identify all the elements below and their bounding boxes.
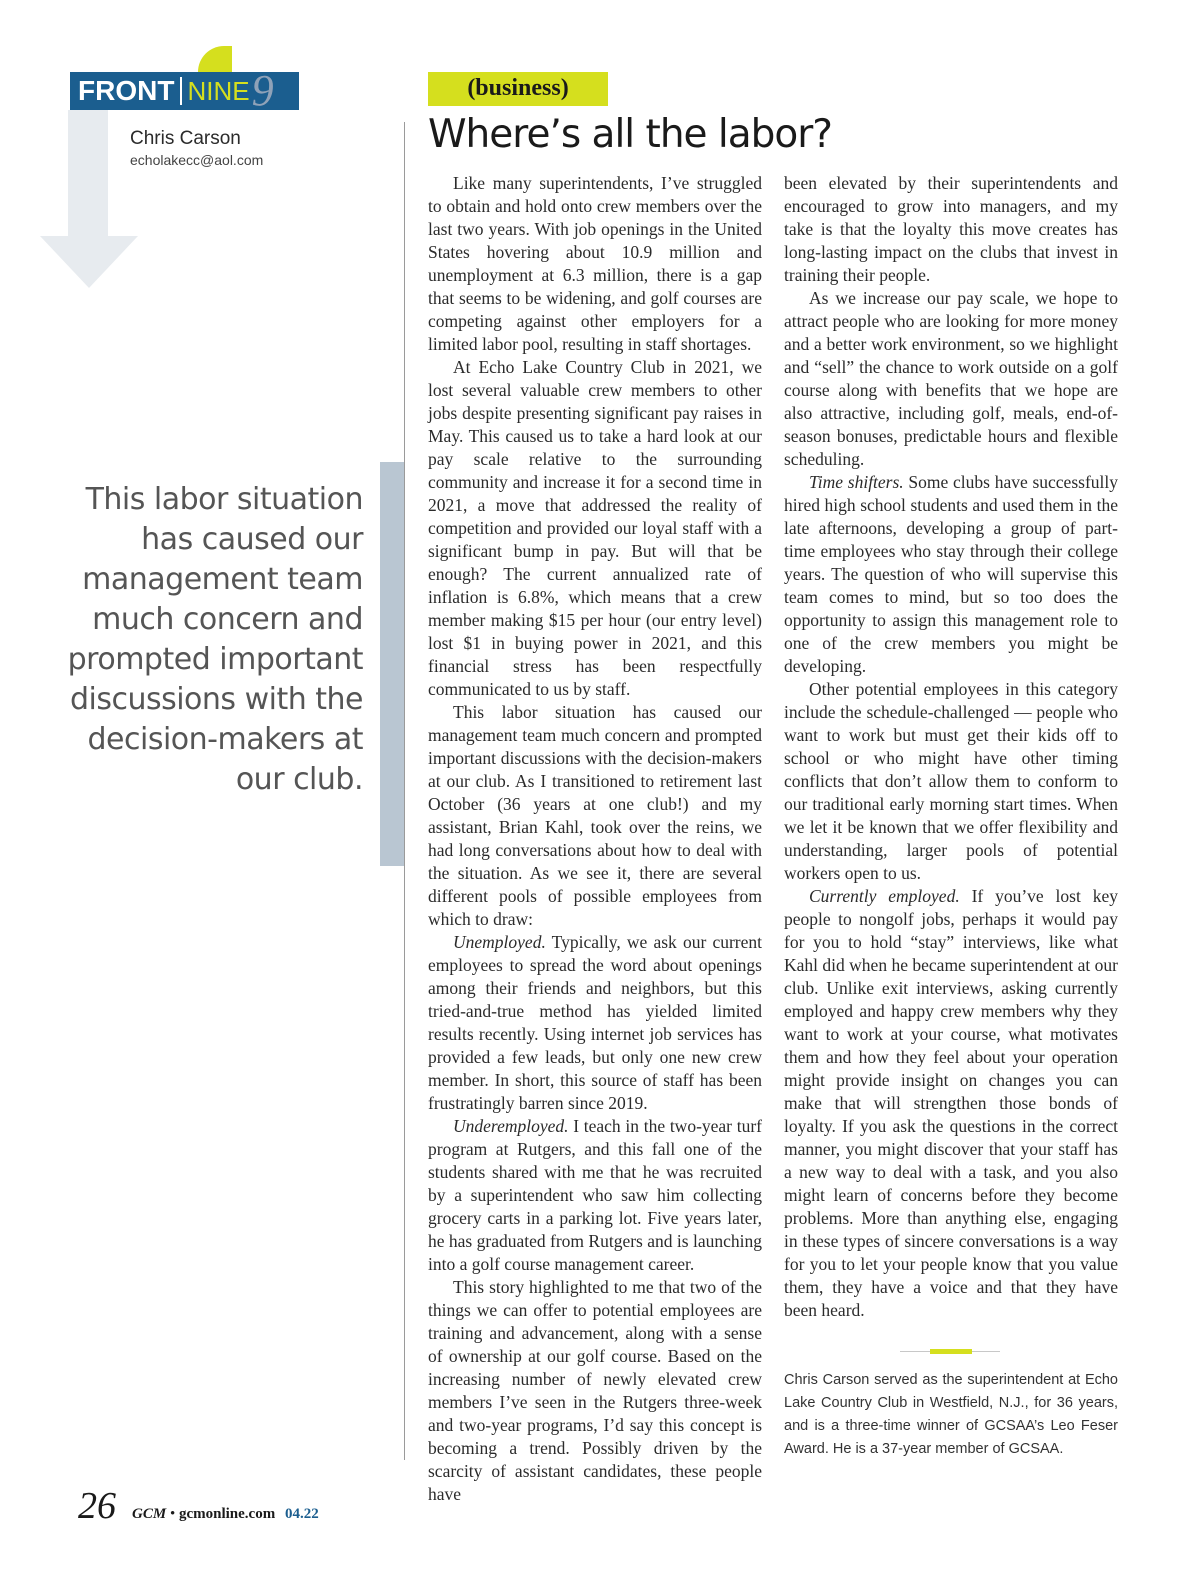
paragraph [784,287,1118,471]
paragraph-text: This labor situation has caused our management team much concern and prompted important discussions with the decision-makers at our club. As I transitioned to retirement last October (36 years at one club!) and my assistant, Brian Kahl, took over the reins, we had long conversations about how to deal with the situation. As we see it, there are several different pools of possible employees from which to draw: [428,702,762,929]
issue-date: 04.22 [284,1506,319,1522]
article-title: Where’s all the labor? [428,112,833,157]
author-name: Chris Carson [130,128,241,149]
pull-quote-bar [380,462,404,866]
logo-accent-tab [198,46,232,72]
logo-separator [180,77,182,105]
paragraph-text: I teach in the two-year turf program at Rutgers, and this fall one of the students shared with me that he was recruited by a superintendent who saw him collecting grocery carts in a parking lot. Five years later, he has graduated from Rutgers and is launching into a golf course management career. [428,1116,762,1274]
paragraph [784,678,1118,885]
paragraph-text: Other potential employees in this category include the schedule-challenged — people who want to work but must get their kids off to school or who might have other timing conflicts that don’t allow them to conform to our traditional early morning start times. When we let it be known that we offer flexibility and understanding, larger pools of potential workers open to us. [784,679,1118,883]
paragraph [784,172,1118,287]
website-link[interactable]: gcmonline.com [178,1506,276,1522]
down-arrow-icon [40,236,138,288]
paragraph [428,1276,762,1506]
down-arrow-shaft [68,110,108,236]
author-bio: Chris Carson served as the superintendent at Echo Lake Country Club in Westfield, N.J., for 36 years, and is a three-time winner of GCSAA’s Leo Feser Award. He is a 37-year member of GCSAA. [784,1372,1118,1457]
paragraph-text: Like many superintendents, I’ve struggled to obtain and hold onto crew members over the last two years. With job openings in the United States hovering about 10.9 million and unemployment at 6.3 million, there is a gap that seems to be widening, and golf courses are competing against other employers for a limited labor pool, resulting in staff shortages. [428,173,762,354]
paragraph-lead: Currently employed. [809,886,960,906]
logo-nine-text: NINE [187,75,250,106]
publication-name: GCM [132,1506,167,1522]
article-column-1 [428,172,762,1506]
logo-front-text: FRONT [78,75,175,106]
bullet-separator: • [169,1506,176,1522]
section-tag: (business) [428,72,608,106]
paragraph [428,701,762,931]
front-nine-logo [70,66,299,115]
paragraph [428,172,762,356]
paragraph-text: Some clubs have successfully hired high school students and used them in the late afternoons, developing a group of part-time employees who stay through their college years. The question of who will supervise this team comes to mind, but so too does the opportunity to assign this management role to one of the crew members you might be developing. [784,472,1118,676]
paragraph [428,1115,762,1276]
page-footer [78,1484,319,1528]
paragraph-text: If you’ve lost key people to nongolf jobs, perhaps it would pay for you to hold “stay” interviews, like what Kahl did when he became superintendent at our club. Unlike exit interviews, asking currently employed and happy crew members why they want to work at your course, what motivates them and how they feel about your operation might provide insight on changes you can make that will strengthen those bonds of loyalty. If you ask the questions in the correct manner, you might discover that your staff has a new way to deal with a task, and you also might learn of concerns before they become problems. More than anything else, engaging in these types of sincere conversations is a way for you to let your people know that you value them, they have a voice and that they have been heard. [784,886,1118,1320]
paragraph-text: been elevated by their superintendents and encouraged to grow into managers, and my take is that the loyalty this move creates has long-lasting impact on the clubs that invest in training their people. [784,173,1118,285]
article-column-2 [784,172,1118,1322]
paragraph-text: As we increase our pay scale, we hope to attract people who are looking for more money and a better work environment, so we highlight and “sell” the chance to work outside on a golf course along with benefits that we hope are also attractive, including golf, meals, end-of-season bonuses, predictable hours and flexible scheduling. [784,288,1118,469]
pull-quote: This labor situation has caused our management team much concern and prompted important discussions with the decision-makers at our club. [67,482,363,797]
paragraph [784,885,1118,1322]
paragraph-lead: Time shifters. [809,472,904,492]
paragraph-text: At Echo Lake Country Club in 2021, we lost several valuable crew members to other jobs despite presenting significant pay raises in May. This caused us to take a hard look at our pay scale relative to the surrounding community and increase it for a second time in 2021, a move that addressed the reality of competition and provided our loyal staff with a significant bump in pay. But will that be enough? The current annualized rate of inflation is 6.8%, which means that a crew member making $15 per hour (our entry level) lost $1 in buying power in 2021, and this financial stress has been respectfully communicated to us by staff. [428,357,762,699]
paragraph-text: This story highlighted to me that two of the things we can offer to potential employees are training and advancement, along with a sense of ownership at our golf course. Based on the increasing number of newly elevated crew members I’ve seen in the Rutgers three-week and two-year programs, I’d say this concept is becoming a trend. Possibly driven by the scarcity of assistant candidates, these people have [428,1277,762,1504]
paragraph [428,931,762,1115]
paragraph-lead: Underemployed. [453,1116,569,1136]
paragraph-text: Typically, we ask our current employees to spread the word about openings among their friends and neighbors, but this tried-and-true method has yielded limited results recently. Using internet job services has provided a few leads, but only one new crew member. In short, this source of staff has been frustratingly barren since 2019. [428,932,762,1113]
paragraph [428,356,762,701]
author-email: echolakecc@aol.com [130,152,264,168]
paragraph [784,471,1118,678]
paragraph-lead: Unemployed. [453,932,546,952]
logo-nine-numeral: 9 [251,66,274,115]
publication-line [132,1506,319,1523]
column-rule [404,122,405,1460]
bio-divider-accent [930,1349,972,1354]
page-number: 26 [78,1485,116,1527]
